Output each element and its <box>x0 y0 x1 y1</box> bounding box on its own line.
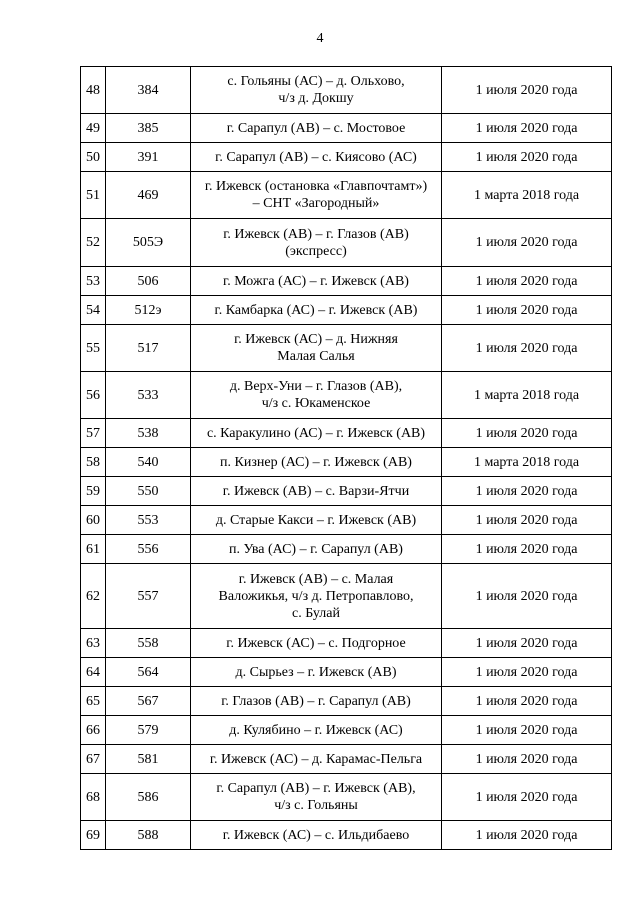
table-row <box>81 535 612 564</box>
route-name-cell: г. Ижевск (АВ) – с. Варзи-Ятчи <box>191 477 442 506</box>
route-number-cell: 506 <box>106 267 191 296</box>
route-number-cell: 581 <box>106 745 191 774</box>
table-row <box>81 172 612 219</box>
row-number-cell: 62 <box>81 564 106 629</box>
route-number-cell: 540 <box>106 448 191 477</box>
table-row <box>81 419 612 448</box>
start-date-cell: 1 июля 2020 года <box>442 506 612 535</box>
table-row <box>81 325 612 372</box>
row-number-cell: 54 <box>81 296 106 325</box>
table-row <box>81 745 612 774</box>
table-row <box>81 821 612 850</box>
row-number-cell: 51 <box>81 172 106 219</box>
start-date-cell: 1 июля 2020 года <box>442 296 612 325</box>
route-name-cell: г. Можга (АС) – г. Ижевск (АВ) <box>191 267 442 296</box>
route-number-cell: 558 <box>106 629 191 658</box>
route-name-cell: г. Глазов (АВ) – г. Сарапул (АВ) <box>191 687 442 716</box>
start-date-cell: 1 июля 2020 года <box>442 325 612 372</box>
route-name-cell: г. Сарапул (АВ) – г. Ижевск (АВ), ч/з с. Гольяны <box>191 774 442 821</box>
row-number-cell: 48 <box>81 67 106 114</box>
start-date-cell: 1 марта 2018 года <box>442 448 612 477</box>
start-date-cell: 1 июля 2020 года <box>442 658 612 687</box>
start-date-cell: 1 июля 2020 года <box>442 419 612 448</box>
route-number-cell: 586 <box>106 774 191 821</box>
route-number-cell: 391 <box>106 143 191 172</box>
route-name-cell: г. Ижевск (АС) – д. Карамас-Пельга <box>191 745 442 774</box>
route-number-cell: 538 <box>106 419 191 448</box>
route-number-cell: 533 <box>106 372 191 419</box>
start-date-cell: 1 июля 2020 года <box>442 821 612 850</box>
row-number-cell: 55 <box>81 325 106 372</box>
page-number: 4 <box>316 31 324 46</box>
row-number-cell: 59 <box>81 477 106 506</box>
start-date-cell: 1 июля 2020 года <box>442 716 612 745</box>
row-number-cell: 56 <box>81 372 106 419</box>
route-number-cell: 550 <box>106 477 191 506</box>
route-name-cell: г. Камбарка (АС) – г. Ижевск (АВ) <box>191 296 442 325</box>
route-name-cell: г. Ижевск (остановка «Главпочтамт») – СНТ «Загородный» <box>191 172 442 219</box>
start-date-cell: 1 июля 2020 года <box>442 143 612 172</box>
start-date-cell: 1 июля 2020 года <box>442 564 612 629</box>
row-number-cell: 49 <box>81 114 106 143</box>
table-row <box>81 658 612 687</box>
route-name-cell: с. Гольяны (АС) – д. Ольхово, ч/з д. Докшу <box>191 67 442 114</box>
table-row <box>81 143 612 172</box>
start-date-cell: 1 марта 2018 года <box>442 172 612 219</box>
row-number-cell: 68 <box>81 774 106 821</box>
row-number-cell: 57 <box>81 419 106 448</box>
route-name-cell: г. Сарапул (АВ) – с. Киясово (АС) <box>191 143 442 172</box>
route-name-cell: д. Старые Какси – г. Ижевск (АВ) <box>191 506 442 535</box>
route-name-cell: п. Ува (АС) – г. Сарапул (АВ) <box>191 535 442 564</box>
row-number-cell: 69 <box>81 821 106 850</box>
table-row <box>81 267 612 296</box>
table-row <box>81 219 612 267</box>
row-number-cell: 53 <box>81 267 106 296</box>
row-number-cell: 66 <box>81 716 106 745</box>
start-date-cell: 1 июля 2020 года <box>442 477 612 506</box>
route-number-cell: 588 <box>106 821 191 850</box>
row-number-cell: 60 <box>81 506 106 535</box>
table-row <box>81 629 612 658</box>
route-name-cell: д. Верх-Уни – г. Глазов (АВ), ч/з с. Юкаменское <box>191 372 442 419</box>
route-number-cell: 505Э <box>106 219 191 267</box>
table-row <box>81 564 612 629</box>
route-number-cell: 553 <box>106 506 191 535</box>
route-name-cell: г. Ижевск (АС) – с. Ильдибаево <box>191 821 442 850</box>
start-date-cell: 1 июля 2020 года <box>442 687 612 716</box>
row-number-cell: 65 <box>81 687 106 716</box>
table-row <box>81 296 612 325</box>
route-name-cell: п. Кизнер (АС) – г. Ижевск (АВ) <box>191 448 442 477</box>
table-row <box>81 372 612 419</box>
route-name-cell: г. Ижевск (АВ) – г. Глазов (АВ) (экспресс) <box>191 219 442 267</box>
route-name-cell: д. Кулябино – г. Ижевск (АС) <box>191 716 442 745</box>
route-number-cell: 512э <box>106 296 191 325</box>
table-row <box>81 114 612 143</box>
start-date-cell: 1 июля 2020 года <box>442 535 612 564</box>
table-row <box>81 506 612 535</box>
start-date-cell: 1 июля 2020 года <box>442 219 612 267</box>
route-number-cell: 385 <box>106 114 191 143</box>
route-number-cell: 517 <box>106 325 191 372</box>
route-name-cell: г. Ижевск (АС) – д. Нижняя Малая Салья <box>191 325 442 372</box>
row-number-cell: 64 <box>81 658 106 687</box>
route-number-cell: 556 <box>106 535 191 564</box>
table-row <box>81 477 612 506</box>
route-name-cell: г. Ижевск (АВ) – с. Малая Валожикья, ч/з д. Петропавлово, с. Булай <box>191 564 442 629</box>
table-row <box>81 448 612 477</box>
route-name-cell: д. Сырьез – г. Ижевск (АВ) <box>191 658 442 687</box>
route-number-cell: 384 <box>106 67 191 114</box>
route-number-cell: 567 <box>106 687 191 716</box>
row-number-cell: 52 <box>81 219 106 267</box>
route-name-cell: г. Сарапул (АВ) – с. Мостовое <box>191 114 442 143</box>
start-date-cell: 1 марта 2018 года <box>442 372 612 419</box>
row-number-cell: 61 <box>81 535 106 564</box>
row-number-cell: 67 <box>81 745 106 774</box>
table-row <box>81 716 612 745</box>
row-number-cell: 58 <box>81 448 106 477</box>
routes-table <box>80 66 612 850</box>
route-number-cell: 564 <box>106 658 191 687</box>
start-date-cell: 1 июля 2020 года <box>442 774 612 821</box>
route-number-cell: 579 <box>106 716 191 745</box>
route-number-cell: 557 <box>106 564 191 629</box>
start-date-cell: 1 июля 2020 года <box>442 67 612 114</box>
route-name-cell: г. Ижевск (АС) – с. Подгорное <box>191 629 442 658</box>
table-row <box>81 67 612 114</box>
row-number-cell: 50 <box>81 143 106 172</box>
route-number-cell: 469 <box>106 172 191 219</box>
table-row <box>81 774 612 821</box>
start-date-cell: 1 июля 2020 года <box>442 267 612 296</box>
row-number-cell: 63 <box>81 629 106 658</box>
route-name-cell: с. Каракулино (АС) – г. Ижевск (АВ) <box>191 419 442 448</box>
table-row <box>81 687 612 716</box>
start-date-cell: 1 июля 2020 года <box>442 745 612 774</box>
start-date-cell: 1 июля 2020 года <box>442 114 612 143</box>
start-date-cell: 1 июля 2020 года <box>442 629 612 658</box>
